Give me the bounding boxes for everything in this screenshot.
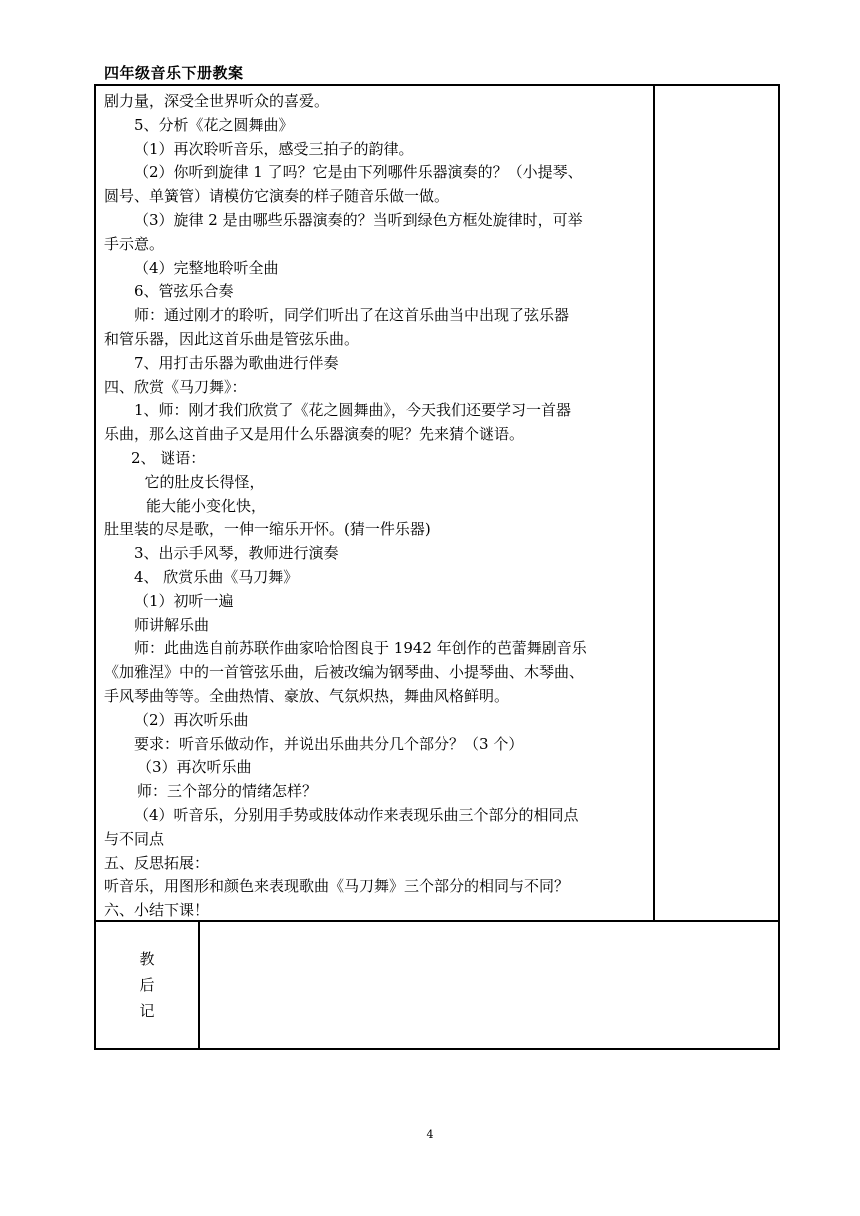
content-line: 手示意。 <box>104 234 165 253</box>
content-line: 《加雅涅》中的一首管弦乐曲，后被改编为钢琴曲、小提琴曲、木琴曲、 <box>104 663 585 682</box>
content-line: 7、用打击乐器为歌曲进行伴奏 <box>134 353 339 372</box>
content-line: 剧力量，深受全世界听众的喜爱。 <box>104 92 330 110</box>
content-line: （1）初听一遍 <box>134 591 234 610</box>
content-line: 4、 欣赏乐曲《马刀舞》 <box>134 567 299 586</box>
content-line: 手风琴曲等等。全曲热情、豪放、气氛炽热，舞曲风格鲜明。 <box>104 686 510 705</box>
lesson-content <box>104 90 652 923</box>
table-column-divider <box>653 84 655 921</box>
page-header-title: 四年级音乐下册教案 <box>104 64 244 82</box>
content-line: （4）完整地聆听全曲 <box>134 258 279 277</box>
content-line: 5、分析《花之圆舞曲》 <box>134 115 294 134</box>
content-line: 圆号、单簧管）请模仿它演奏的样子随音乐做一做。 <box>104 187 450 206</box>
content-line: （2）你听到旋律 1 了吗？它是由下列哪件乐器演奏的？（小提琴、 <box>134 163 583 182</box>
notes-body-cell <box>200 922 776 1048</box>
table-border-bottom <box>94 1048 780 1050</box>
page-number: 4 <box>426 1128 434 1141</box>
content-line: 四、欣赏《马刀舞》： <box>104 377 247 396</box>
table-border-right <box>778 84 780 1050</box>
table-border-left <box>94 84 96 1050</box>
content-line: 师：三个部分的情绪怎样？ <box>137 782 318 801</box>
content-line: （4）听音乐，分别用手势或肢体动作来表现乐曲三个部分的相同点 <box>134 805 579 824</box>
content-line: 6、管弦乐合奏 <box>134 282 234 301</box>
content-line: 它的肚皮长得怪， <box>144 472 265 491</box>
content-line: 六、小结下课！ <box>104 901 210 920</box>
content-line: （3）旋律 2 是由哪些乐器演奏的？当听到绿色方框处旋律时，可举 <box>134 210 583 229</box>
content-line: 要求：听音乐做动作，并说出乐曲共分几个部分？（3 个） <box>134 734 524 753</box>
content-line: 五、反思拓展： <box>104 853 210 872</box>
content-line: （1）再次聆听音乐，感受三拍子的韵律。 <box>134 139 414 158</box>
content-line: （2）再次听乐曲 <box>134 710 249 729</box>
notes-label: 教后记 <box>139 950 155 1020</box>
content-line: 师讲解乐曲 <box>134 615 210 634</box>
content-line: 能大能小变化快， <box>146 496 267 515</box>
content-line: 2、 谜语： <box>131 448 206 467</box>
content-line: 乐曲，那么这首曲子又是用什么乐器演奏的呢？先来猜个谜语。 <box>104 425 525 444</box>
content-line: 和管乐器，因此这首乐曲是管弦乐曲。 <box>104 329 360 348</box>
content-line: （3）再次听乐曲 <box>137 758 252 777</box>
content-line: 与不同点 <box>104 829 165 848</box>
content-line: 3、出示手风琴，教师进行演奏 <box>134 544 339 563</box>
notes-label-cell <box>96 922 198 1048</box>
content-line: 肚里装的尽是歌，一伸一缩乐开怀。(猜一件乐器) <box>104 520 431 539</box>
content-line: 师：通过刚才的聆听，同学们听出了在这首乐曲当中出现了弦乐器 <box>134 306 570 325</box>
content-line: 师：此曲选自前苏联作曲家哈恰图良于 1942 年创作的芭蕾舞剧音乐 <box>134 639 587 658</box>
content-line: 1、师：刚才我们欣赏了《花之圆舞曲》，今天我们还要学习一首器 <box>134 401 572 420</box>
header-divider <box>94 84 780 86</box>
content-line: 听音乐，用图形和颜色来表现歌曲《马刀舞》三个部分的相同与不同？ <box>104 877 570 896</box>
